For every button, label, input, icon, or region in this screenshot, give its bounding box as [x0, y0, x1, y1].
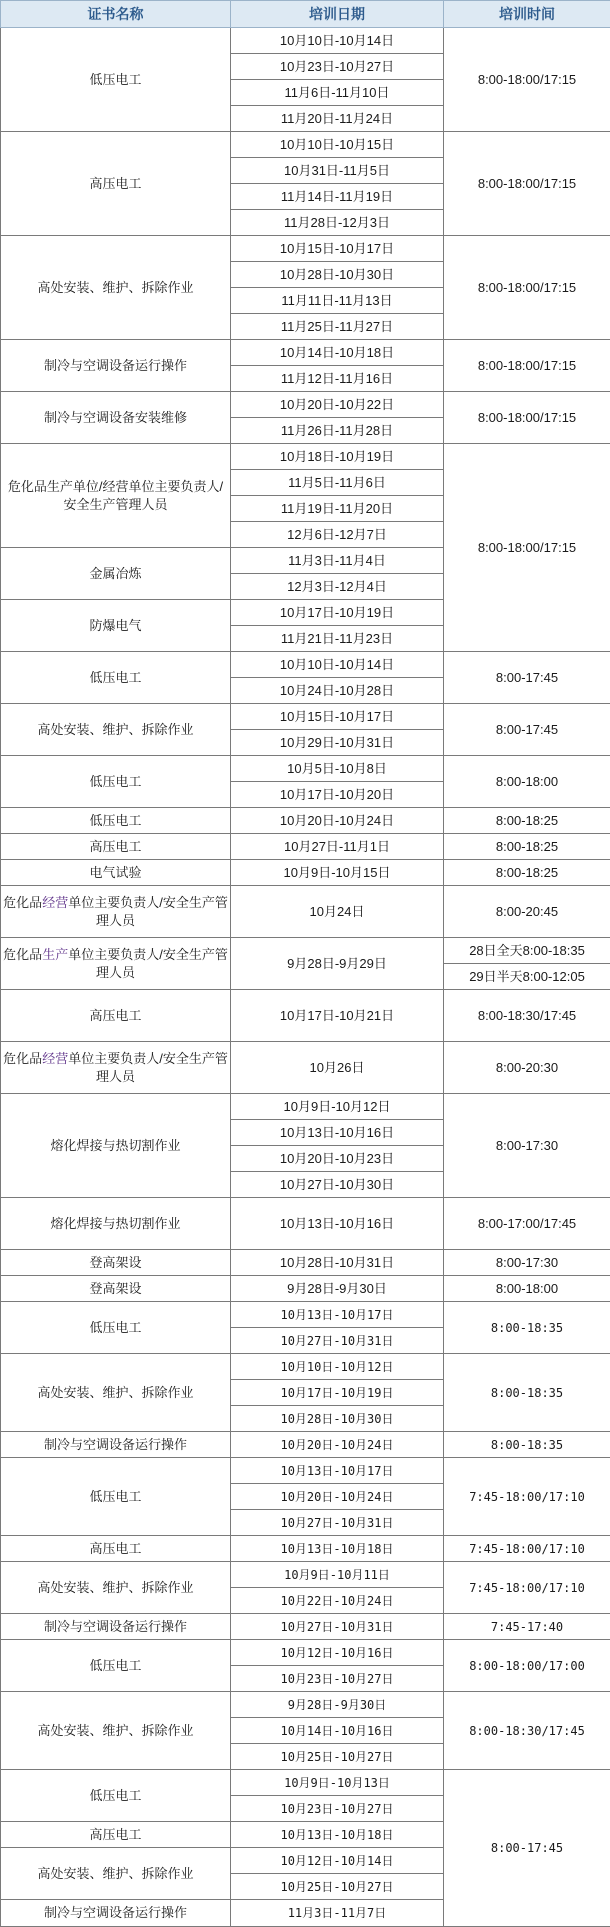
training-time-cell: 7:45-18:00/17:10	[444, 1458, 610, 1536]
table-row	[1, 834, 610, 860]
training-date-cell: 9月28日-9月30日	[231, 1692, 444, 1718]
training-date-cell: 10月18日-10月19日	[231, 444, 444, 470]
highlighted-keyword: 生产	[42, 946, 69, 962]
training-time-cell: 8:00-17:00/17:45	[444, 1198, 610, 1250]
training-date-cell: 10月9日-10月12日	[231, 1094, 444, 1120]
training-time-cell: 8:00-18:35	[444, 1354, 610, 1432]
certificate-name-cell: 高压电工	[1, 132, 231, 236]
certificate-name-cell: 低压电工	[1, 756, 231, 808]
table-row	[1, 808, 610, 834]
training-time-cell: 7:45-17:40	[444, 1614, 610, 1640]
training-date-cell: 10月13日-10月18日	[231, 1536, 444, 1562]
table-row	[1, 1536, 610, 1562]
training-date-cell: 10月13日-10月17日	[231, 1458, 444, 1484]
table-row	[1, 1562, 610, 1588]
training-date-cell: 10月15日-10月17日	[231, 236, 444, 262]
table-row	[1, 756, 610, 782]
certificate-name-cell: 危化品经营单位主要负责人/安全生产管理人员	[1, 886, 231, 938]
training-time-cell: 8:00-18:25	[444, 834, 610, 860]
certificate-name-cell: 制冷与空调设备运行操作	[1, 1900, 231, 1927]
training-date-cell: 10月10日-10月14日	[231, 652, 444, 678]
training-date-cell: 11月25日-11月27日	[231, 314, 444, 340]
training-date-cell: 10月9日-10月11日	[231, 1562, 444, 1588]
training-time-cell: 8:00-18:30/17:45	[444, 1692, 610, 1770]
training-date-cell: 10月9日-10月13日	[231, 1770, 444, 1796]
table-row	[1, 1042, 610, 1094]
training-date-cell: 11月5日-11月6日	[231, 470, 444, 496]
certificate-name-cell: 登高架设	[1, 1250, 231, 1276]
training-time-cell: 8:00-18:00/17:15	[444, 444, 610, 652]
training-date-cell: 10月13日-10月16日	[231, 1198, 444, 1250]
training-date-cell: 10月13日-10月18日	[231, 1822, 444, 1848]
training-date-cell: 10月28日-10月31日	[231, 1250, 444, 1276]
training-date-cell: 10月14日-10月18日	[231, 340, 444, 366]
certificate-name-cell: 低压电工	[1, 652, 231, 704]
training-date-cell: 10月20日-10月23日	[231, 1146, 444, 1172]
training-time-cell: 8:00-18:30/17:45	[444, 990, 610, 1042]
training-date-cell: 10月10日-10月12日	[231, 1354, 444, 1380]
training-date-cell: 10月13日-10月17日	[231, 1302, 444, 1328]
training-time-cell: 8:00-18:35	[444, 1432, 610, 1458]
training-time-cell: 7:45-18:00/17:10	[444, 1536, 610, 1562]
training-date-cell: 10月28日-10月30日	[231, 262, 444, 288]
certificate-name-cell: 高处安装、维护、拆除作业	[1, 1354, 231, 1432]
header-training-time: 培训时间	[444, 1, 610, 28]
table-row	[1, 704, 610, 730]
training-time-cell: 8:00-18:00/17:00	[444, 1640, 610, 1692]
training-date-cell: 11月6日-11月10日	[231, 80, 444, 106]
training-date-cell: 10月17日-10月19日	[231, 600, 444, 626]
training-date-cell: 10月23日-10月27日	[231, 54, 444, 80]
table-row	[1, 938, 610, 964]
table-row	[1, 652, 610, 678]
training-date-cell: 9月28日-9月29日	[231, 938, 444, 990]
training-time-cell: 28日全天8:00-18:35	[444, 938, 610, 964]
training-date-cell: 10月14日-10月16日	[231, 1718, 444, 1744]
certificate-name-cell: 低压电工	[1, 808, 231, 834]
table-row	[1, 1198, 610, 1250]
training-time-cell: 8:00-17:45	[444, 1770, 610, 1927]
training-time-cell: 8:00-18:00/17:15	[444, 340, 610, 392]
training-time-cell: 8:00-18:00/17:15	[444, 28, 610, 132]
training-date-cell: 11月14日-11月19日	[231, 184, 444, 210]
training-date-cell: 9月28日-9月30日	[231, 1276, 444, 1302]
certificate-name-cell: 制冷与空调设备运行操作	[1, 1432, 231, 1458]
certificate-name-cell: 低压电工	[1, 1770, 231, 1822]
certificate-name-cell: 熔化焊接与热切割作业	[1, 1198, 231, 1250]
certificate-name-cell: 低压电工	[1, 1302, 231, 1354]
training-date-cell: 12月3日-12月4日	[231, 574, 444, 600]
training-date-cell: 10月24日-10月28日	[231, 678, 444, 704]
training-time-cell: 8:00-18:35	[444, 1302, 610, 1354]
certificate-name-cell: 制冷与空调设备运行操作	[1, 340, 231, 392]
training-date-cell: 10月25日-10月27日	[231, 1874, 444, 1900]
training-date-cell: 11月11日-11月13日	[231, 288, 444, 314]
training-time-cell: 8:00-17:30	[444, 1250, 610, 1276]
training-date-cell: 10月26日	[231, 1042, 444, 1094]
training-date-cell: 10月10日-10月15日	[231, 132, 444, 158]
training-time-cell: 8:00-18:25	[444, 860, 610, 886]
training-date-cell: 10月27日-11月1日	[231, 834, 444, 860]
training-date-cell: 10月27日-10月31日	[231, 1614, 444, 1640]
training-date-cell: 10月25日-10月27日	[231, 1744, 444, 1770]
training-date-cell: 10月12日-10月14日	[231, 1848, 444, 1874]
training-time-cell: 8:00-18:00/17:15	[444, 236, 610, 340]
certificate-name-cell: 防爆电气	[1, 600, 231, 652]
training-date-cell: 10月12日-10月16日	[231, 1640, 444, 1666]
highlighted-keyword: 经营	[42, 1050, 69, 1066]
table-row	[1, 1250, 610, 1276]
certificate-name-cell: 高处安装、维护、拆除作业	[1, 236, 231, 340]
training-date-cell: 11月3日-11月4日	[231, 548, 444, 574]
training-date-cell: 10月29日-10月31日	[231, 730, 444, 756]
table-row	[1, 860, 610, 886]
certificate-name-cell: 高处安装、维护、拆除作业	[1, 704, 231, 756]
training-date-cell: 10月17日-10月20日	[231, 782, 444, 808]
training-date-cell: 10月10日-10月14日	[231, 28, 444, 54]
certificate-name-cell: 制冷与空调设备安装维修	[1, 392, 231, 444]
training-time-cell: 8:00-18:00	[444, 756, 610, 808]
certificate-name-cell: 制冷与空调设备运行操作	[1, 1614, 231, 1640]
certificate-name-cell: 低压电工	[1, 1640, 231, 1692]
training-time-cell: 8:00-17:45	[444, 704, 610, 756]
schedule-body	[1, 28, 610, 1927]
table-row	[1, 1354, 610, 1380]
header-row	[1, 1, 610, 28]
highlighted-keyword: 经营	[42, 894, 69, 910]
table-row	[1, 886, 610, 938]
training-time-cell: 8:00-18:25	[444, 808, 610, 834]
table-row	[1, 28, 610, 54]
training-date-cell: 10月9日-10月15日	[231, 860, 444, 886]
certificate-name-cell: 熔化焊接与热切割作业	[1, 1094, 231, 1198]
training-date-cell: 10月20日-10月22日	[231, 392, 444, 418]
certificate-name-cell: 高处安装、维护、拆除作业	[1, 1562, 231, 1614]
certificate-name-cell: 高处安装、维护、拆除作业	[1, 1692, 231, 1770]
certificate-name-cell: 高压电工	[1, 834, 231, 860]
training-date-cell: 11月26日-11月28日	[231, 418, 444, 444]
table-row	[1, 1614, 610, 1640]
training-date-cell: 10月5日-10月8日	[231, 756, 444, 782]
table-row	[1, 1094, 610, 1120]
training-date-cell: 10月24日	[231, 886, 444, 938]
training-time-cell: 7:45-18:00/17:10	[444, 1562, 610, 1614]
certificate-name-cell: 危化品经营单位主要负责人/安全生产管理人员	[1, 1042, 231, 1094]
training-time-cell: 8:00-18:00/17:15	[444, 132, 610, 236]
training-date-cell: 10月20日-10月24日	[231, 1432, 444, 1458]
header-training-date: 培训日期	[231, 1, 444, 28]
table-row	[1, 1276, 610, 1302]
header-certificate-name: 证书名称	[1, 1, 231, 28]
training-date-cell: 11月19日-11月20日	[231, 496, 444, 522]
table-row	[1, 392, 610, 418]
training-time-cell: 29日半天8:00-12:05	[444, 964, 610, 990]
table-row	[1, 1302, 610, 1328]
training-date-cell: 12月6日-12月7日	[231, 522, 444, 548]
training-date-cell: 11月21日-11月23日	[231, 626, 444, 652]
certificate-name-cell: 高压电工	[1, 1536, 231, 1562]
table-row	[1, 1432, 610, 1458]
training-date-cell: 11月12日-11月16日	[231, 366, 444, 392]
training-time-cell: 8:00-18:00/17:15	[444, 392, 610, 444]
table-row	[1, 1770, 610, 1796]
training-date-cell: 10月13日-10月16日	[231, 1120, 444, 1146]
training-date-cell: 10月27日-10月31日	[231, 1510, 444, 1536]
training-date-cell: 11月3日-11月7日	[231, 1900, 444, 1927]
table-row	[1, 340, 610, 366]
training-date-cell: 10月28日-10月30日	[231, 1406, 444, 1432]
certificate-name-cell: 登高架设	[1, 1276, 231, 1302]
certificate-name-cell: 低压电工	[1, 1458, 231, 1536]
training-time-cell: 8:00-18:00	[444, 1276, 610, 1302]
training-date-cell: 10月31日-11月5日	[231, 158, 444, 184]
table-row	[1, 236, 610, 262]
training-time-cell: 8:00-20:45	[444, 886, 610, 938]
training-date-cell: 10月20日-10月24日	[231, 1484, 444, 1510]
training-date-cell: 10月27日-10月31日	[231, 1328, 444, 1354]
table-row	[1, 1458, 610, 1484]
table-row	[1, 444, 610, 470]
table-row	[1, 1640, 610, 1666]
certificate-name-cell: 危化品生产单位主要负责人/安全生产管理人员	[1, 938, 231, 990]
table-row	[1, 990, 610, 1042]
training-time-cell: 8:00-17:30	[444, 1094, 610, 1198]
certificate-name-cell: 高压电工	[1, 1822, 231, 1848]
training-date-cell: 10月22日-10月24日	[231, 1588, 444, 1614]
training-date-cell: 11月20日-11月24日	[231, 106, 444, 132]
certificate-name-cell: 高处安装、维护、拆除作业	[1, 1848, 231, 1900]
certificate-name-cell: 金属冶炼	[1, 548, 231, 600]
training-date-cell: 10月17日-10月19日	[231, 1380, 444, 1406]
training-date-cell: 10月23日-10月27日	[231, 1666, 444, 1692]
training-time-cell: 8:00-20:30	[444, 1042, 610, 1094]
training-date-cell: 10月15日-10月17日	[231, 704, 444, 730]
certificate-name-cell: 电气试验	[1, 860, 231, 886]
training-date-cell: 10月23日-10月27日	[231, 1796, 444, 1822]
training-date-cell: 10月17日-10月21日	[231, 990, 444, 1042]
training-date-cell: 10月20日-10月24日	[231, 808, 444, 834]
training-date-cell: 10月27日-10月30日	[231, 1172, 444, 1198]
training-date-cell: 11月28日-12月3日	[231, 210, 444, 236]
certificate-name-cell: 高压电工	[1, 990, 231, 1042]
certificate-name-cell: 低压电工	[1, 28, 231, 132]
certificate-name-cell: 危化品生产单位/经营单位主要负责人/安全生产管理人员	[1, 444, 231, 548]
table-row	[1, 1692, 610, 1718]
training-time-cell: 8:00-17:45	[444, 652, 610, 704]
table-row	[1, 132, 610, 158]
